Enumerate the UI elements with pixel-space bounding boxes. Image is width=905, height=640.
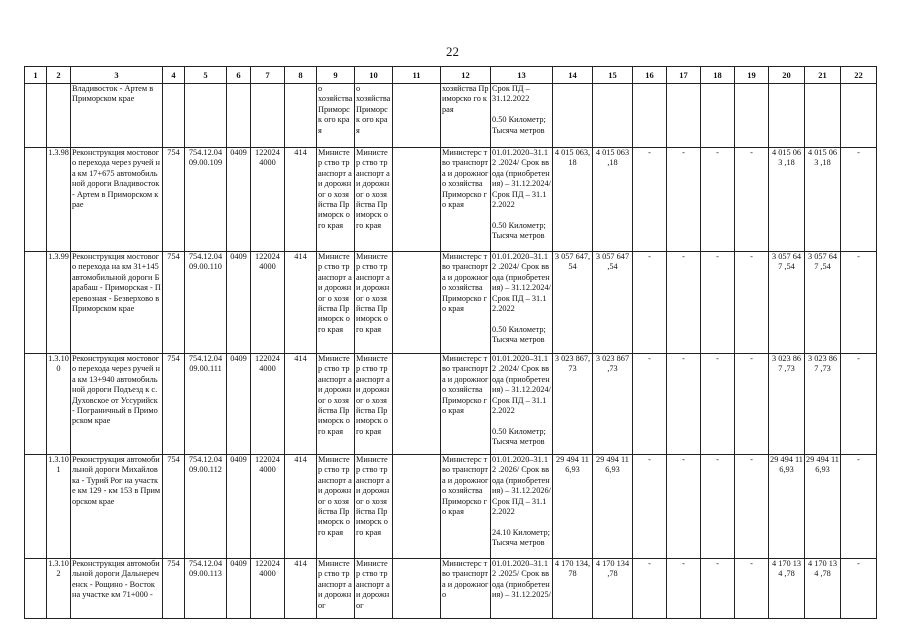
table-cell: 1.3.99 <box>47 252 71 354</box>
table-cell: - <box>841 148 877 252</box>
table-cell <box>805 84 841 148</box>
table-cell: Министер ство транспорт а и дорожног <box>317 559 355 619</box>
table-cell: хозяйства Приморско го края <box>441 84 491 148</box>
table-cell: 0409 <box>227 148 251 252</box>
table-cell: Реконструкция мостового перехода через ручей на км 13+940 автомобильной дороги Подъезд к с. Духовское от Уссурийск - Пограничный в Приморском крае <box>71 354 163 455</box>
table-cell: Министер ство транспорт а и дорожног о хозяйства Приморск ого края <box>317 148 355 252</box>
table-cell: Срок ПД – 31.12.2022 0.50 Километр; Тысяча метров <box>491 84 553 148</box>
table-cell: 754 <box>163 252 185 354</box>
table-cell: Министер ство транспорт а и дорожног о хозяйства Приморск ого края <box>355 354 393 455</box>
table-cell: 4 015 063 ,18 <box>769 148 805 252</box>
table-cell: 4 170 134 ,78 <box>805 559 841 619</box>
table-cell: Министер ство транспорт а и дорожног о хозяйства Приморск ого края <box>355 252 393 354</box>
table-cell: 0409 <box>227 354 251 455</box>
table-cell: о хозяйства Приморск ого края <box>317 84 355 148</box>
column-header: 19 <box>735 67 769 84</box>
table-cell: 414 <box>285 455 317 559</box>
column-header: 5 <box>185 67 227 84</box>
table-cell: 29 494 11 6,93 <box>769 455 805 559</box>
table-cell: 3 057 647, 54 <box>553 252 593 354</box>
table-cell: Министерс тво транспорта и дорожного хозяйства Приморско го края <box>441 455 491 559</box>
column-header: 7 <box>251 67 285 84</box>
table-cell: 754.12.04 09.00.109 <box>185 148 227 252</box>
column-header: 4 <box>163 67 185 84</box>
table-cell: 754 <box>163 148 185 252</box>
table-cell: 0409 <box>227 252 251 354</box>
table-cell: - <box>667 455 701 559</box>
column-header: 6 <box>227 67 251 84</box>
table-cell: 4 170 134, 78 <box>553 559 593 619</box>
table-cell: Реконструкция мостового перехода через ручей на км 17+675 автомобильной дороги Владивосток - Артем в Приморском крае <box>71 148 163 252</box>
table-row <box>25 84 877 148</box>
table-cell <box>633 84 667 148</box>
column-header: 2 <box>47 67 71 84</box>
table-cell: Министер ство транспорт а и дорожног о хозяйства Приморск ого края <box>355 148 393 252</box>
column-header: 13 <box>491 67 553 84</box>
table-cell <box>393 559 441 619</box>
column-header: 14 <box>553 67 593 84</box>
table-cell: 01.01.2020–31.12 .2025/ Срок ввода (приобретения) – 31.12.2025/ <box>491 559 553 619</box>
table-cell: 4 170 134 ,78 <box>593 559 633 619</box>
table-cell: Министерс тво транспорта и дорожного <box>441 559 491 619</box>
table-cell: 4 170 134 ,78 <box>769 559 805 619</box>
table-cell <box>393 252 441 354</box>
table-cell: 1.3.98 <box>47 148 71 252</box>
table-cell: 1.3.10 0 <box>47 354 71 455</box>
table-cell <box>25 559 47 619</box>
table-cell: 414 <box>285 252 317 354</box>
table-cell: - <box>841 354 877 455</box>
table-cell <box>393 354 441 455</box>
table-cell: Министер ство транспорт а и дорожног о хозяйства Приморск ого края <box>355 455 393 559</box>
table-cell: - <box>667 252 701 354</box>
table-cell <box>701 84 735 148</box>
table-cell: 29 494 11 6,93 <box>553 455 593 559</box>
table-cell: - <box>735 148 769 252</box>
table-cell: 29 494 11 6,93 <box>593 455 633 559</box>
table-cell: Реконструкция автомобильной дороги Михайловка - Турий Рог на участке км 129 - км 153 в Приморском крае <box>71 455 163 559</box>
column-header: 1 <box>25 67 47 84</box>
table-cell <box>25 354 47 455</box>
column-header: 21 <box>805 67 841 84</box>
column-header: 20 <box>769 67 805 84</box>
table-cell: - <box>701 455 735 559</box>
table-cell: Министерс тво транспорта и дорожного хозяйства Приморско го края <box>441 148 491 252</box>
table-cell: Владивосток - Артем в Приморском крае <box>71 84 163 148</box>
table-cell: 01.01.2020–31.12 .2024/ Срок ввода (приобретения) – 31.12.2024/ Срок ПД – 31.12.2022 0.50 Километр; Тысяча метров <box>491 148 553 252</box>
table-cell: 4 015 063 ,18 <box>805 148 841 252</box>
table-cell: - <box>701 559 735 619</box>
table-cell <box>185 84 227 148</box>
table-cell: - <box>841 455 877 559</box>
table-cell: 414 <box>285 559 317 619</box>
table-cell: - <box>841 559 877 619</box>
table-cell <box>47 84 71 148</box>
header-row <box>25 67 877 84</box>
column-header: 17 <box>667 67 701 84</box>
table-cell: 754 <box>163 354 185 455</box>
budget-table <box>24 66 877 619</box>
table-row <box>25 354 877 455</box>
column-header: 15 <box>593 67 633 84</box>
table-cell: 4 015 063 ,18 <box>593 148 633 252</box>
column-header: 8 <box>285 67 317 84</box>
table-cell <box>163 84 185 148</box>
table-cell: 01.01.2020–31.12 .2024/ Срок ввода (приобретения) – 31.12.2024/ Срок ПД – 31.12.2022 0.50 Километр; Тысяча метров <box>491 354 553 455</box>
table-cell: 01.01.2020–31.12 .2026/ Срок ввода (приобретения) – 31.12.2026/ Срок ПД – 31.12.2022 24.10 Километр; Тысяча метров <box>491 455 553 559</box>
table-row <box>25 455 877 559</box>
table-cell <box>667 84 701 148</box>
table-cell: 122024 4000 <box>251 148 285 252</box>
table-cell: Реконструкция мостового перехода на км 31+145 автомобильной дороги Барабаш - Приморская - Перевозная - Безверхово в Приморском крае <box>71 252 163 354</box>
table-cell <box>841 84 877 148</box>
table-cell: Министер ство транспорт а и дорожног о хозяйства Приморск ого края <box>317 252 355 354</box>
table-cell: 414 <box>285 148 317 252</box>
table-cell <box>25 455 47 559</box>
table-cell: - <box>633 455 667 559</box>
column-header: 3 <box>71 67 163 84</box>
table-cell: 01.01.2020–31.12 .2024/ Срок ввода (приобретения) – 31.12.2024/ Срок ПД – 31.12.2022 0.50 Километр; Тысяча метров <box>491 252 553 354</box>
table-cell: - <box>633 559 667 619</box>
table-cell: 122024 4000 <box>251 252 285 354</box>
table-cell: 3 057 647 ,54 <box>769 252 805 354</box>
table-cell <box>393 84 441 148</box>
table-cell: 754.12.04 09.00.112 <box>185 455 227 559</box>
column-header: 10 <box>355 67 393 84</box>
table-cell: Министер ство транспорт а и дорожног о хозяйства Приморск ого края <box>317 354 355 455</box>
table-cell: - <box>701 354 735 455</box>
table-cell: 754 <box>163 559 185 619</box>
column-header: 22 <box>841 67 877 84</box>
table-cell <box>285 84 317 148</box>
table-cell: 3 023 867, 73 <box>553 354 593 455</box>
table-cell: 754.12.04 09.00.110 <box>185 252 227 354</box>
table-cell: 122024 4000 <box>251 455 285 559</box>
table-cell <box>227 84 251 148</box>
table-cell: - <box>841 252 877 354</box>
table-cell: 754.12.04 09.00.111 <box>185 354 227 455</box>
table-cell: 1.3.10 1 <box>47 455 71 559</box>
table-cell: - <box>701 148 735 252</box>
table-cell: 754.12.04 09.00.113 <box>185 559 227 619</box>
table-cell <box>393 148 441 252</box>
table-cell: Министерс тво транспорта и дорожного хозяйства Приморско го края <box>441 354 491 455</box>
table-cell: - <box>667 559 701 619</box>
table-cell: 0409 <box>227 559 251 619</box>
table-cell: - <box>735 354 769 455</box>
table-cell <box>553 84 593 148</box>
table-cell: - <box>633 354 667 455</box>
table-cell: Министер ство транспорт а и дорожног <box>355 559 393 619</box>
table-cell <box>25 252 47 354</box>
table-cell: - <box>667 354 701 455</box>
table-cell: 3 023 867 ,73 <box>593 354 633 455</box>
table-row <box>25 559 877 619</box>
column-header: 11 <box>393 67 441 84</box>
table-cell <box>25 148 47 252</box>
table-cell: Реконструкция автомобильной дороги Дальнереченск - Рощино - Восток на участке км 71+000 - <box>71 559 163 619</box>
table-cell: 3 023 867 ,73 <box>805 354 841 455</box>
table-cell: 4 015 063, 18 <box>553 148 593 252</box>
table-cell <box>25 84 47 148</box>
table-cell: - <box>735 559 769 619</box>
column-header: 9 <box>317 67 355 84</box>
table-cell: 122024 4000 <box>251 354 285 455</box>
table-cell: 3 057 647 ,54 <box>593 252 633 354</box>
column-header: 16 <box>633 67 667 84</box>
table-cell: 122024 4000 <box>251 559 285 619</box>
column-header: 12 <box>441 67 491 84</box>
table-cell: 29 494 11 6,93 <box>805 455 841 559</box>
table-cell: 754 <box>163 455 185 559</box>
table-cell: 1.3.10 2 <box>47 559 71 619</box>
table-cell: - <box>735 455 769 559</box>
table-cell: - <box>633 252 667 354</box>
table-row <box>25 252 877 354</box>
table-row <box>25 148 877 252</box>
table-cell: Министер ство транспорт а и дорожног о хозяйства Приморск ого края <box>317 455 355 559</box>
page-number: 22 <box>446 44 459 59</box>
table-cell <box>593 84 633 148</box>
table-cell: о хозяйства Приморск ого края <box>355 84 393 148</box>
table-cell: 414 <box>285 354 317 455</box>
table-cell: 3 057 647 ,54 <box>805 252 841 354</box>
table-cell: - <box>701 252 735 354</box>
table-cell: - <box>667 148 701 252</box>
table-cell: 0409 <box>227 455 251 559</box>
table-cell: 3 023 867 ,73 <box>769 354 805 455</box>
table-cell: Министерс тво транспорта и дорожного хозяйства Приморско го края <box>441 252 491 354</box>
table-cell: - <box>633 148 667 252</box>
table-cell <box>393 455 441 559</box>
table-cell <box>251 84 285 148</box>
column-header: 18 <box>701 67 735 84</box>
table-cell <box>735 84 769 148</box>
table-cell <box>769 84 805 148</box>
table-cell: - <box>735 252 769 354</box>
